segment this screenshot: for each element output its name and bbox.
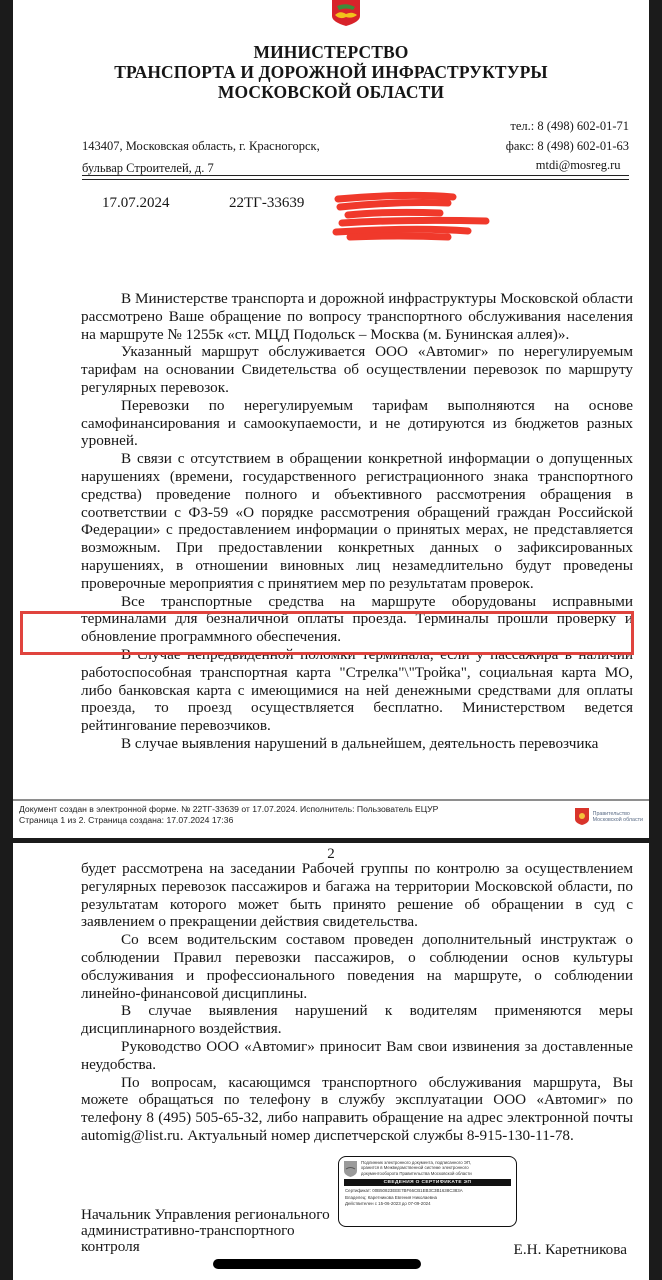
paragraph: Перевозки по нерегулируемым тарифам выполняются на основе самофинансирования и самоокупаемости, и не дотируются из бюджетов разных уровней. (81, 396, 633, 450)
recipient-redaction-scribble (328, 185, 508, 245)
letter-body-page-1 (81, 290, 633, 753)
moscow-oblast-government-logo-icon (575, 808, 589, 825)
page-number: 2 (327, 846, 335, 862)
highlighted-paragraph: Все транспортные средства на маршруте оборудованы исправными терминалами для безналичной оплаты проезда. Терминалы прошли проверку и обновление программного обеспечения. (81, 592, 633, 646)
page-footer (13, 799, 649, 840)
paragraph: В случае непредвиденной поломки терминала, если у пассажира в наличии работоспособная транспортная карта "Стрелка"\"Тройка", социальная карта МО, либо банковская карта с имеющимися на ней денежными средствами для оплаты проезда, то проезд осуществляется бесплатно. Министерством ведется рейтингование перевозчиков. (81, 645, 633, 735)
paragraph: будет рассмотрена на заседании Рабочей группы по контролю за осуществлением регулярных перевозок пассажиров и багажа на территории Московской области, по результатам которого может быть принято решение об обращении в суд с заявлением о прекращении действия свидетельства. (81, 860, 633, 931)
signer-position: Начальник Управления регионального административно-транспортного контроля (81, 1206, 330, 1255)
paragraph: Указанный маршрут обслуживается ООО «Автомиг» по нерегулируемым тарифам на основании Свидетельства об осуществлении перевозок по маршруту регулярных перевозок. (81, 343, 633, 396)
fax: факс: 8 (498) 602-01-63 (505, 138, 629, 153)
certificate-id: Сертификат: 00B50823EEE7BF66CB1EB3C3B1638C383A (345, 1188, 463, 1193)
phone: тел.: 8 (498) 602-01-71 (510, 119, 629, 133)
paragraph: По вопросам, касающимся транспортного обслуживания маршрута, Вы можете обращаться по телефону в службу эксплуатации ООО «Автомиг» по телефону 8 (495) 505-65-32, либо направить обращение на адрес электронной почты automig@list.ru. Актуальный номер диспетчерской службы 8-915-130-11-78. (81, 1073, 633, 1144)
footer-line-1: Документ создан в электронной форме. № 22ТГ-33639 от 17.07.2024. Исполнитель: Пользователь ЕЦУР (19, 804, 439, 814)
document-number: 22ТГ-33639 (229, 195, 305, 211)
letter-body-page-2 (81, 860, 633, 1145)
gov-logo: Правительство Московской области (575, 808, 643, 825)
signer-name: Е.Н. Каретникова (513, 1241, 627, 1258)
header-divider (82, 179, 629, 180)
document-date: 17.07.2024 (102, 195, 170, 211)
paragraph: В случае выявления нарушений в дальнейшем, деятельность перевозчика (121, 734, 599, 752)
coat-of-arms-icon (344, 1161, 357, 1177)
coat-of-arms-icon (330, 0, 362, 26)
document-page-1 (13, 0, 649, 838)
ministry-title: МИНИСТЕРСТВО ТРАНСПОРТА И ДОРОЖНОЙ ИНФРАСТРУКТУРЫ МОСКОВСКОЙ ОБЛАСТИ (114, 42, 548, 102)
paragraph: В случае выявления нарушений к водителям применяются меры дисциплинарного воздействия. (81, 1002, 633, 1038)
certificate-validity: Действителен с 15-06-2023 до 07-09-2024 (345, 1201, 431, 1207)
ministry-contacts (506, 117, 629, 176)
stamp-title: СВЕДЕНИЯ О СЕРТИФИКАТЕ ЭП (344, 1179, 511, 1186)
certificate-owner: Владелец: Каретникова Евгения Николаевна (345, 1194, 437, 1200)
paragraph: В Министерстве транспорта и дорожной инфраструктуры Московской области рассмотрено Ваше обращение по вопросу транспортного обслуживания населения на маршруте № 1255к «ст. МЦД Подольск – Москва (м. Бунинская аллея)». (81, 290, 633, 343)
home-indicator-bar[interactable] (213, 1259, 421, 1269)
document-page-2 (13, 843, 649, 1280)
ministry-address: 143407, Московская область, г. Красногорск, бульвар Строителей, д. 7 (82, 139, 320, 175)
email: mtdi@mosreg.ru (535, 158, 621, 172)
paragraph: Со всем водительским составом проведен дополнительный инструктаж о соблюдении Правил перевозки пассажиров, о соблюдении основ культуры обслуживания и профессионального поведения на маршруте, о соблюдении линейно-финансовой дисциплины. (81, 931, 633, 1002)
paragraph: В связи с отсутствием в обращении конкретной информации о допущенных нарушениях (времени, государственного регистрационного знака транспортного средства) проведение полного и объективного рассмотрения обращения в соответствии с ФЗ-59 «О порядке рассмотрения обращений граждан Российской Федерации» с предоставлением информации о принятых мерах, не представляется возможным. При предоставлении конкретных данных о зафиксированных нарушениях, в отношении виновных лиц незамедлительно будут проведены проверочные мероприятия с принятием мер по результатам проверок. (81, 450, 633, 592)
electronic-signature-stamp (338, 1156, 517, 1227)
footer-line-2: Страница 1 из 2. Страница создана: 17.07.2024 17:36 (19, 814, 234, 825)
stamp-intro: Подлинник электронного документа, подписанного ЭП, хранится в Межведомственной системе электронного документооборота Правительства Московской области (361, 1160, 472, 1176)
paragraph: Руководство ООО «Автомиг» приносит Вам свои извинения за доставленные неудобства. (81, 1037, 633, 1073)
header-divider (82, 175, 629, 176)
